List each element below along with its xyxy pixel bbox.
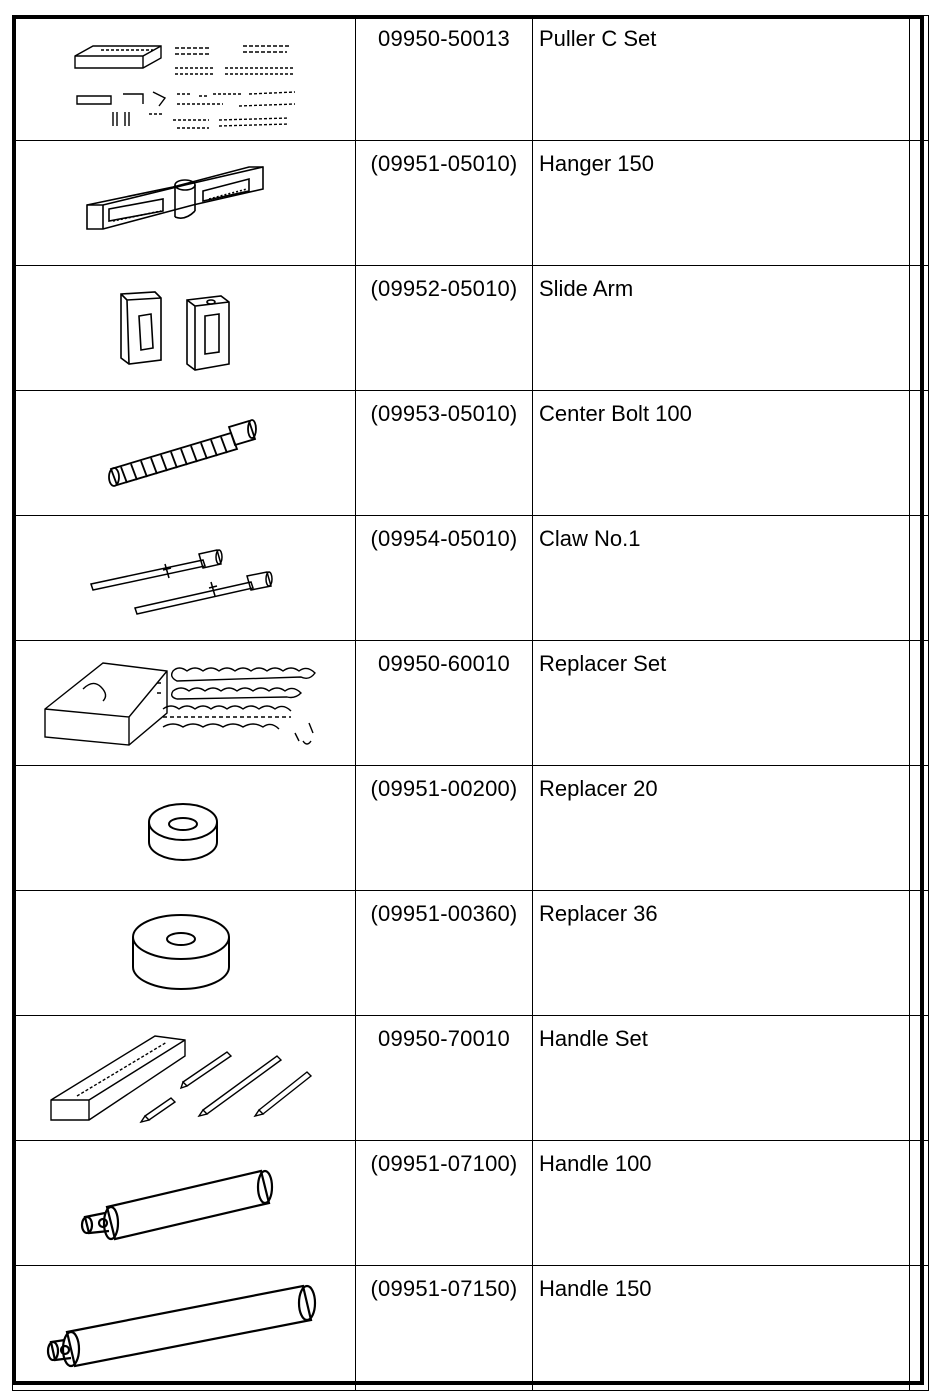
illustration-cell <box>13 141 356 266</box>
illustration-cell <box>13 516 356 641</box>
description-cell <box>533 641 910 766</box>
blank-cell <box>910 141 929 266</box>
part-number: (09951-00360) <box>370 901 518 926</box>
table-row <box>13 391 929 516</box>
part-number-cell <box>356 641 533 766</box>
part-number-cell <box>356 766 533 891</box>
description: Handle Set <box>539 1026 648 1051</box>
description-cell <box>533 516 910 641</box>
handle-set-icon <box>13 1016 355 1140</box>
table-row <box>13 641 929 766</box>
illustration-cell <box>13 266 356 391</box>
slide-arm-icon <box>13 266 355 390</box>
illustration-cell <box>13 16 356 141</box>
center-bolt-icon <box>13 391 355 515</box>
description: Claw No.1 <box>539 526 641 551</box>
table-row <box>13 516 929 641</box>
replacer-20-icon <box>13 766 355 890</box>
part-number-cell <box>356 516 533 641</box>
table-row <box>13 766 929 891</box>
part-number: (09954-05010) <box>370 526 518 551</box>
part-number: (09952-05010) <box>370 276 518 301</box>
tool-table <box>12 15 929 1391</box>
blank-cell <box>910 16 929 141</box>
table-row <box>13 1141 929 1266</box>
table-row <box>13 141 929 266</box>
handle-150-icon <box>13 1266 355 1390</box>
description-cell <box>533 1141 910 1266</box>
blank-cell <box>910 1266 929 1391</box>
puller-c-set-icon <box>13 16 355 140</box>
claw-icon <box>13 516 355 640</box>
part-number: 09950-50013 <box>378 26 510 51</box>
description-cell <box>533 1266 910 1391</box>
part-number: (09951-05010) <box>370 151 518 176</box>
part-number: 09950-70010 <box>378 1026 510 1051</box>
part-number: (09951-07150) <box>370 1276 518 1301</box>
illustration-cell <box>13 1266 356 1391</box>
illustration-cell <box>13 1016 356 1141</box>
handle-100-icon <box>13 1141 355 1265</box>
description: Hanger 150 <box>539 151 654 176</box>
description-cell <box>533 391 910 516</box>
description: Handle 100 <box>539 1151 652 1176</box>
description: Replacer 20 <box>539 776 658 801</box>
table-row <box>13 16 929 141</box>
part-number-cell <box>356 1266 533 1391</box>
part-number-cell <box>356 16 533 141</box>
description-cell <box>533 266 910 391</box>
description: Replacer Set <box>539 651 667 676</box>
blank-cell <box>910 391 929 516</box>
illustration-cell <box>13 891 356 1016</box>
illustration-cell <box>13 391 356 516</box>
part-number-cell <box>356 1016 533 1141</box>
description: Center Bolt 100 <box>539 401 692 426</box>
table-row <box>13 891 929 1016</box>
illustration-cell <box>13 641 356 766</box>
description-cell <box>533 766 910 891</box>
blank-cell <box>910 266 929 391</box>
part-number-cell <box>356 141 533 266</box>
table-row <box>13 1266 929 1391</box>
description-cell <box>533 141 910 266</box>
part-number-cell <box>356 391 533 516</box>
part-number: (09953-05010) <box>370 401 518 426</box>
replacer-36-icon <box>13 891 355 1015</box>
replacer-set-icon <box>13 641 355 765</box>
blank-cell <box>910 516 929 641</box>
part-number: 09950-60010 <box>378 651 510 676</box>
description-cell <box>533 1016 910 1141</box>
hanger-icon <box>13 141 355 265</box>
blank-cell <box>910 891 929 1016</box>
blank-cell <box>910 641 929 766</box>
table-row <box>13 266 929 391</box>
description-cell <box>533 891 910 1016</box>
part-number: (09951-07100) <box>370 1151 518 1176</box>
part-number-cell <box>356 1141 533 1266</box>
part-number: (09951-00200) <box>370 776 518 801</box>
illustration-cell <box>13 766 356 891</box>
part-number-cell <box>356 891 533 1016</box>
description: Puller C Set <box>539 26 657 51</box>
blank-cell <box>910 1016 929 1141</box>
part-number-cell <box>356 266 533 391</box>
table-row <box>13 1016 929 1141</box>
description: Slide Arm <box>539 276 634 301</box>
illustration-cell <box>13 1141 356 1266</box>
blank-cell <box>910 1141 929 1266</box>
blank-cell <box>910 766 929 891</box>
description: Replacer 36 <box>539 901 658 926</box>
description-cell <box>533 16 910 141</box>
description: Handle 150 <box>539 1276 652 1301</box>
